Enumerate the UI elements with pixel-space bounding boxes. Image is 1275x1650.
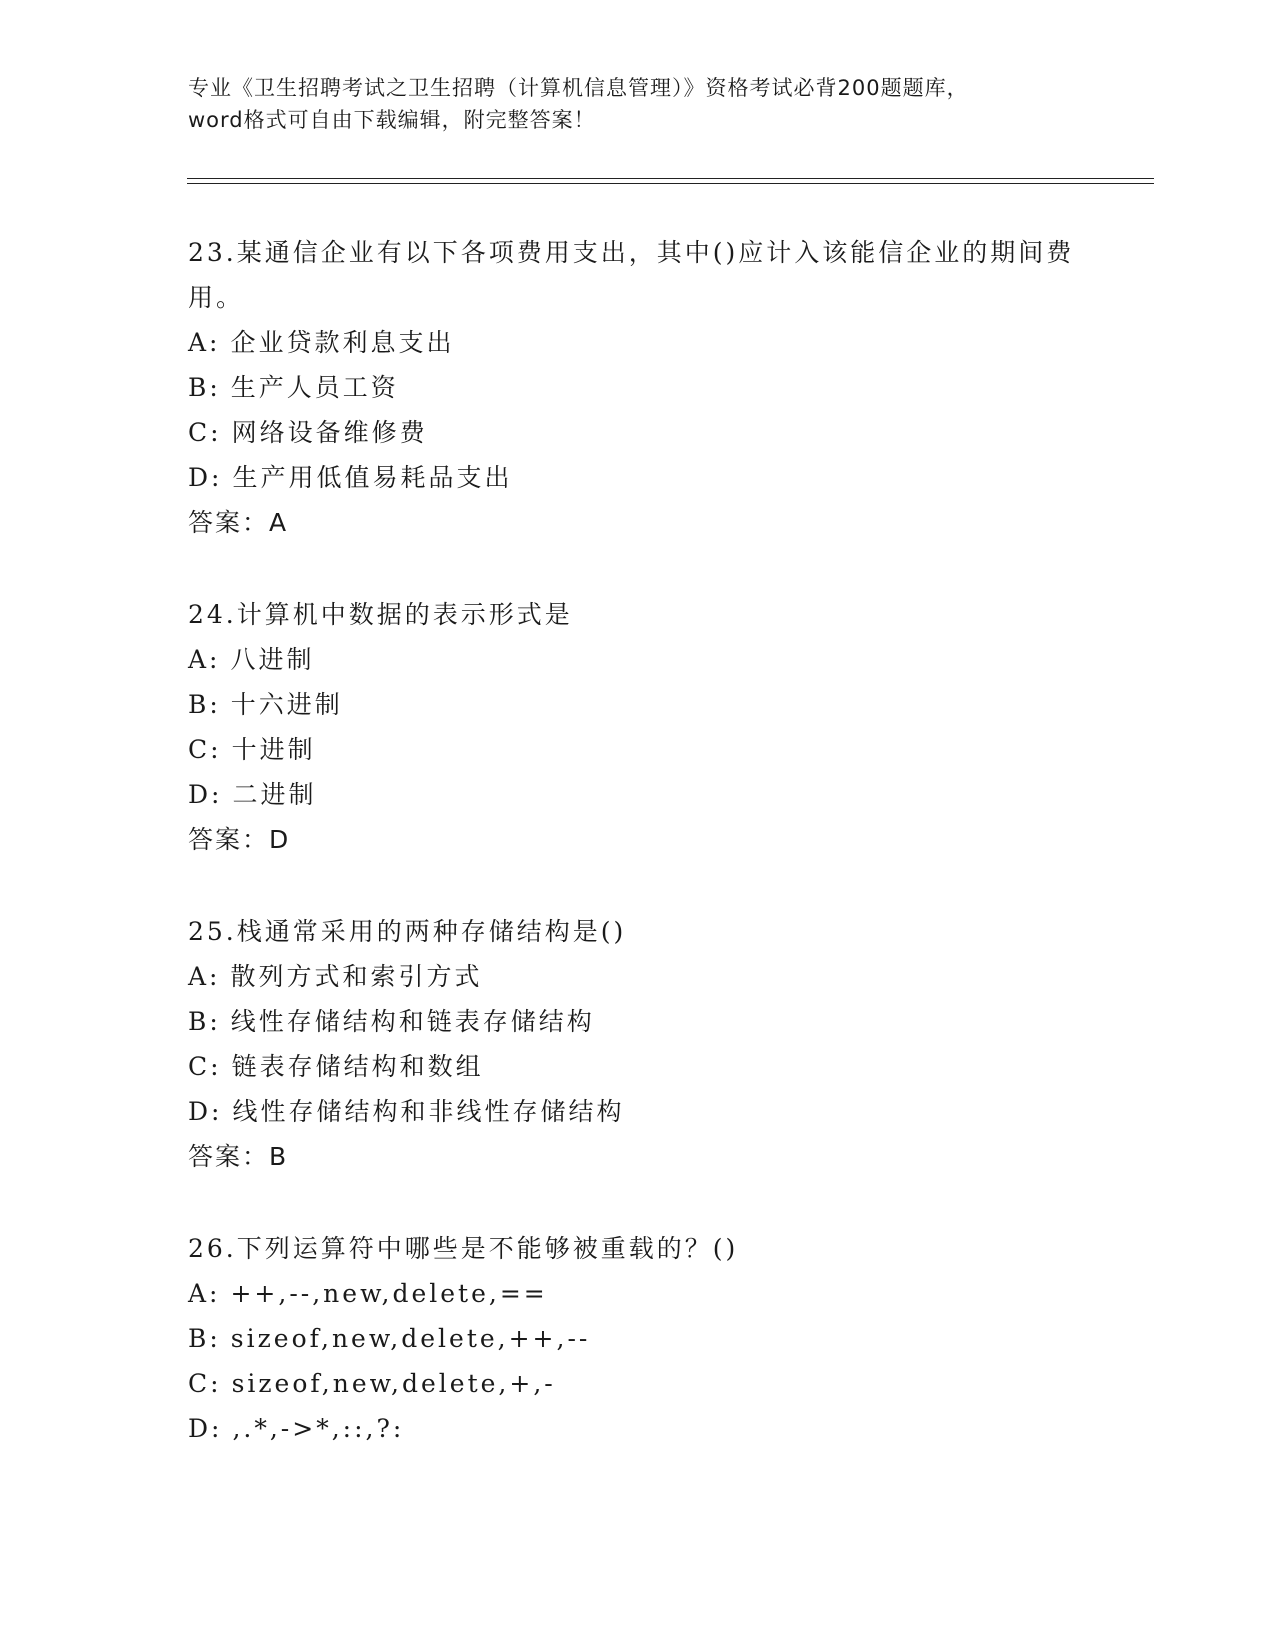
question-24	[188, 592, 1088, 863]
option-a	[188, 637, 1088, 682]
option-a	[188, 954, 1088, 999]
question-25	[188, 909, 1088, 1180]
option-text: 十六进制	[230, 690, 343, 719]
option-label: D:	[188, 1097, 223, 1126]
option-text: 线性存储结构和非线性存储结构	[232, 1097, 625, 1126]
answer-line: 答案：B	[188, 1142, 289, 1171]
option-text: 生产用低值易耗品支出	[232, 463, 513, 492]
option-a	[188, 320, 1088, 365]
option-c	[188, 1361, 1088, 1406]
option-b	[188, 365, 1088, 410]
option-c	[188, 1044, 1088, 1089]
option-label: C:	[188, 735, 222, 764]
option-label: A:	[188, 328, 221, 357]
option-text: 网络设备维修费	[231, 418, 428, 447]
option-text: sizeof,new,delete,++,--	[230, 1324, 591, 1353]
option-text: ,.*,->*,::,?:	[232, 1414, 405, 1443]
option-label: D:	[188, 780, 223, 809]
option-c	[188, 410, 1088, 455]
option-label: A:	[188, 645, 221, 674]
option-d	[188, 772, 1088, 817]
question-stem: 25.栈通常采用的两种存储结构是()	[188, 917, 627, 946]
option-b	[188, 1316, 1088, 1361]
option-text: 二进制	[232, 780, 317, 809]
question-23	[188, 230, 1088, 546]
answer-line: 答案：D	[188, 825, 291, 854]
question-stem: 26.下列运算符中哪些是不能够被重载的？()	[188, 1234, 739, 1263]
option-d	[188, 455, 1088, 500]
answer-line: 答案：A	[188, 508, 289, 537]
document-header	[188, 72, 1088, 136]
option-label: B:	[188, 690, 221, 719]
option-c	[188, 727, 1088, 772]
question-26	[188, 1226, 1088, 1451]
option-label: D:	[188, 1414, 223, 1443]
header-divider-top	[187, 178, 1154, 179]
question-list	[188, 230, 1088, 1497]
option-label: B:	[188, 1324, 221, 1353]
option-label: C:	[188, 418, 222, 447]
option-label: B:	[188, 1007, 221, 1036]
option-label: A:	[188, 962, 221, 991]
option-b	[188, 999, 1088, 1044]
option-text: ++,--,new,delete,==	[230, 1279, 548, 1308]
option-label: A:	[188, 1279, 221, 1308]
option-text: 线性存储结构和链表存储结构	[230, 1007, 595, 1036]
option-text: 企业贷款利息支出	[230, 328, 455, 357]
option-d	[188, 1089, 1088, 1134]
option-label: C:	[188, 1052, 222, 1081]
option-label: D:	[188, 463, 223, 492]
option-label: B:	[188, 373, 221, 402]
option-a	[188, 1271, 1088, 1316]
option-text: 十进制	[231, 735, 316, 764]
option-text: 散列方式和索引方式	[230, 962, 483, 991]
option-text: 八进制	[230, 645, 315, 674]
question-stem: 23.某通信企业有以下各项费用支出，其中()应计入该能信企业的期间费用。	[188, 238, 1075, 312]
question-stem: 24.计算机中数据的表示形式是	[188, 600, 573, 629]
header-line-2: word格式可自由下载编辑，附完整答案！	[188, 108, 596, 132]
option-text: 生产人员工资	[230, 373, 399, 402]
option-text: sizeof,new,delete,+,-	[231, 1369, 556, 1398]
option-label: C:	[188, 1369, 222, 1398]
header-divider-bottom	[187, 183, 1154, 184]
header-line-1: 专业《卫生招聘考试之卫生招聘（计算机信息管理）》资格考试必背200题题库，	[188, 76, 969, 100]
option-text: 链表存储结构和数组	[231, 1052, 484, 1081]
option-d	[188, 1406, 1088, 1451]
option-b	[188, 682, 1088, 727]
